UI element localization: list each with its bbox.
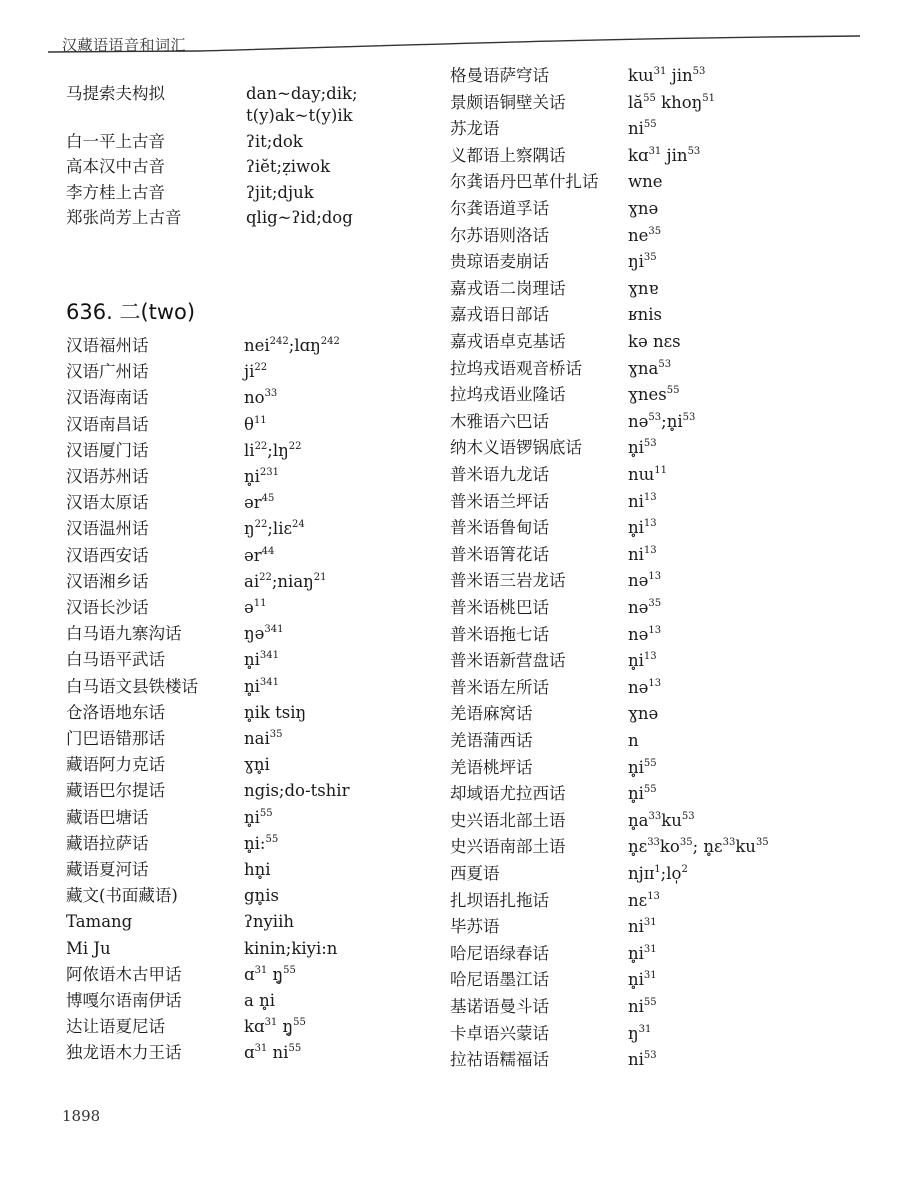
phonetic-form: $ŋ^{22};liɛ^{24}$ bbox=[244, 519, 305, 539]
phonetic-form: ɣnes$^{55}$ bbox=[628, 385, 680, 405]
phonetic-form: ʔjit;djuk bbox=[246, 183, 314, 202]
language-label: 藏文(书面藏语) bbox=[66, 886, 178, 906]
language-label: 达让语夏尼话 bbox=[66, 1017, 165, 1037]
language-label: 汉语太原话 bbox=[66, 493, 149, 513]
language-label: 景颇语铜壁关话 bbox=[450, 92, 566, 112]
language-label: 普米语桃巴话 bbox=[450, 598, 549, 617]
language-label: 门巴语错那话 bbox=[66, 729, 165, 748]
language-label: 白一平上古音 bbox=[66, 132, 165, 151]
phonetic-form: nɛ$^{13}$ bbox=[628, 890, 660, 910]
phonetic-form: nai$^{35}$ bbox=[244, 729, 283, 748]
language-label: 普米语鲁甸话 bbox=[450, 518, 549, 538]
phonetic-form: hn̥i bbox=[244, 860, 271, 879]
language-label: 藏语巴塘话 bbox=[66, 807, 149, 827]
phonetic-form: ə$^{11}$ bbox=[244, 598, 267, 617]
phonetic-form: ɣn̥i bbox=[244, 755, 270, 775]
language-label: 基诺语曼斗话 bbox=[450, 997, 549, 1016]
phonetic-form: ər$^{44}$ bbox=[244, 545, 275, 565]
language-label: 却域语尤拉西话 bbox=[450, 784, 566, 804]
phonetic-form: $lă^{55}$ khoŋ$^{51}$ bbox=[628, 92, 716, 112]
phonetic-form: $n̥i^{13}$ bbox=[628, 518, 657, 538]
language-label: 博嘎尔语南伊话 bbox=[66, 991, 182, 1010]
language-label: 木雅语六巴话 bbox=[450, 411, 549, 431]
phonetic-form: wne bbox=[628, 172, 663, 192]
phonetic-form: n bbox=[628, 731, 639, 750]
language-label: 哈尼语墨江话 bbox=[450, 970, 549, 990]
phonetic-form: $n̥i^{231}$ bbox=[244, 467, 279, 486]
phonetic-form: n̥i:$^{55}$ bbox=[244, 833, 279, 853]
language-label: 仓洛语地东话 bbox=[66, 702, 165, 722]
phonetic-form: t(y)ak~t(y)ik bbox=[246, 106, 353, 125]
phonetic-form: a n̥i bbox=[244, 991, 275, 1010]
language-label: 白马语平武话 bbox=[66, 650, 165, 670]
phonetic-form: $ji^{22}$ bbox=[244, 362, 268, 382]
language-label: 扎坝语扎拖话 bbox=[450, 890, 549, 910]
phonetic-form: $ŋ^{31}$ bbox=[628, 1023, 652, 1043]
language-label: 嘉戎语日部话 bbox=[450, 305, 549, 325]
phonetic-form: kɯ$^{31}$ jin$^{53}$ bbox=[628, 66, 706, 85]
language-label: 羌语麻窝话 bbox=[450, 704, 533, 724]
language-label: 西夏语 bbox=[450, 864, 500, 883]
phonetic-form: $\theta^{11}$ bbox=[244, 414, 267, 434]
section-heading bbox=[66, 296, 195, 326]
phonetic-form: $n̥i^{55}$ bbox=[628, 784, 657, 804]
phonetic-form: $n̥i^{55}$ bbox=[628, 757, 657, 777]
language-label: 普米语九龙话 bbox=[450, 465, 549, 484]
language-label: 嘉戎语二岗理话 bbox=[450, 278, 566, 298]
phonetic-form: ɣnə bbox=[628, 199, 659, 218]
language-label: 哈尼语绿春话 bbox=[450, 943, 549, 963]
language-label: 汉语温州话 bbox=[66, 519, 149, 539]
phonetic-form: $ni^{13}$ bbox=[628, 544, 657, 564]
phonetic-form: gn̥is bbox=[244, 886, 279, 906]
language-label: 史兴语北部土语 bbox=[450, 810, 566, 830]
phonetic-form: $n̥i^{341}$ bbox=[244, 650, 279, 670]
language-label: 拉坞戎语观音桥话 bbox=[450, 358, 582, 378]
language-label: 郑张尚芳上古音 bbox=[66, 208, 182, 227]
phonetic-form: ʔnyiih bbox=[244, 912, 294, 932]
language-label: 普米语左所话 bbox=[450, 677, 549, 697]
phonetic-form: $n̥i^{55}$ bbox=[244, 807, 273, 827]
language-label: 苏龙语 bbox=[450, 119, 500, 139]
phonetic-form: ʔit;dok bbox=[246, 132, 303, 151]
phonetic-form: ɣnɐ bbox=[628, 278, 659, 298]
language-label: 白马语文县铁楼话 bbox=[66, 676, 198, 696]
phonetic-form: kɑ$^{31}$ jin$^{53}$ bbox=[628, 145, 701, 165]
language-label: 汉语厦门话 bbox=[66, 440, 149, 460]
phonetic-form: nə$^{13}$ bbox=[628, 624, 662, 644]
language-label: 汉语西安话 bbox=[66, 545, 149, 565]
language-label: 汉语苏州话 bbox=[66, 467, 149, 486]
language-label: 毕苏语 bbox=[450, 917, 500, 937]
phonetic-form: $ŋi^{35}$ bbox=[628, 252, 657, 272]
phonetic-form: $ne^{35}$ bbox=[628, 225, 662, 245]
language-label: 阿侬语木古甲话 bbox=[66, 964, 182, 984]
language-label: 汉语福州话 bbox=[66, 336, 149, 355]
language-label: 普米语新营盘话 bbox=[450, 651, 566, 671]
phonetic-form: ʁnis bbox=[628, 305, 662, 325]
phonetic-form: ɣna$^{53}$ bbox=[628, 358, 672, 378]
language-label: 高本汉中古音 bbox=[66, 157, 165, 176]
language-label: 尔龚语丹巴革什扎话 bbox=[450, 172, 599, 192]
phonetic-form: qlig~ʔid;dog bbox=[246, 208, 353, 227]
phonetic-form: njɪɪ$^1$;lo̩$^2$ bbox=[628, 864, 688, 883]
language-label: 汉语湘乡话 bbox=[66, 571, 149, 591]
phonetic-form: kinin;kiyi:n bbox=[244, 938, 338, 958]
phonetic-form: $n̥ɛ^{33}ko^{35}$; $n̥ɛ^{33}ku^{35}$ bbox=[628, 837, 769, 857]
phonetic-form: $ni^{55}$ bbox=[628, 119, 657, 139]
language-label: 羌语桃坪话 bbox=[450, 757, 533, 777]
language-label: 独龙语木力王话 bbox=[66, 1043, 182, 1063]
phonetic-form: nə$^{13}$ bbox=[628, 677, 662, 697]
language-label: 普米语箐花话 bbox=[450, 544, 549, 564]
language-label: 拉祜语糯福话 bbox=[450, 1050, 549, 1070]
phonetic-form: $n̥a^{33}ku^{53}$ bbox=[628, 810, 695, 830]
language-label: Tamang bbox=[66, 912, 133, 932]
language-label: 汉语南昌话 bbox=[66, 414, 149, 434]
phonetic-form: $li^{22};lŋ^{22}$ bbox=[244, 440, 302, 460]
language-label: 普米语兰坪话 bbox=[450, 491, 549, 511]
phonetic-form: $n̥i^{341}$ bbox=[244, 676, 279, 696]
language-label: 藏语夏河话 bbox=[66, 860, 149, 879]
phonetic-form: $ni^{31}$ bbox=[628, 917, 657, 937]
phonetic-form: nɯ$^{11}$ bbox=[628, 465, 668, 484]
language-label: 汉语广州话 bbox=[66, 362, 149, 382]
phonetic-form: ŋə$^{341}$ bbox=[244, 624, 284, 644]
language-label: 拉坞戎语业隆话 bbox=[450, 385, 566, 405]
phonetic-form: kɑ$^{31}$ ŋ̥$^{55}$ bbox=[244, 1017, 306, 1037]
language-label: 史兴语南部土语 bbox=[450, 837, 566, 857]
phonetic-form: $nə^{53};n̥i^{53}$ bbox=[628, 411, 696, 431]
phonetic-form: $ni^{13}$ bbox=[628, 491, 657, 511]
language-label: 藏语巴尔提话 bbox=[66, 781, 165, 801]
phonetic-form: ɣnə bbox=[628, 704, 659, 724]
phonetic-form: $n̥i^{53}$ bbox=[628, 438, 657, 458]
phonetic-form: $no^{33}$ bbox=[244, 388, 278, 408]
phonetic-form: $n̥i^{31}$ bbox=[628, 943, 657, 963]
header-rule bbox=[0, 0, 900, 60]
phonetic-form: $n̥i^{13}$ bbox=[628, 651, 657, 671]
language-label: 嘉戎语卓克基话 bbox=[450, 332, 566, 351]
phonetic-form: nei$^{242}$;lɑŋ$^{242}$ bbox=[244, 336, 340, 355]
language-label: 马提索夫构拟 bbox=[66, 84, 165, 103]
language-label: 义都语上察隅话 bbox=[450, 145, 566, 165]
language-label: Mi Ju bbox=[66, 938, 111, 958]
phonetic-form: dan~day;dik; bbox=[246, 84, 358, 103]
section-number: 636. bbox=[66, 300, 113, 324]
phonetic-form: ɑ$^{31}$ ŋ̥$^{55}$ bbox=[244, 964, 296, 984]
section-title: 二(two) bbox=[119, 300, 196, 324]
page-number: 1898 bbox=[62, 1107, 101, 1125]
language-label: 汉语长沙话 bbox=[66, 598, 149, 617]
language-label: 纳木义语锣锅底话 bbox=[450, 438, 582, 458]
language-label: 李方桂上古音 bbox=[66, 183, 165, 202]
phonetic-form: $ni^{53}$ bbox=[628, 1050, 657, 1070]
language-label: 普米语拖七话 bbox=[450, 624, 549, 644]
language-label: 贵琼语麦崩话 bbox=[450, 252, 549, 272]
phonetic-form: nə$^{13}$ bbox=[628, 571, 662, 591]
language-label: 藏语阿力克话 bbox=[66, 755, 165, 775]
running-header: 汉藏语语音和词汇 bbox=[62, 36, 187, 54]
language-label: 羌语蒲西话 bbox=[450, 731, 533, 750]
phonetic-form: kə nɛs bbox=[628, 332, 681, 351]
phonetic-form: n̥ik tsiŋ bbox=[244, 702, 307, 722]
phonetic-form: ngis;do-tshir bbox=[244, 781, 350, 801]
language-label: 白马语九寨沟话 bbox=[66, 624, 182, 644]
phonetic-form: ʔiĕt;ẓiwok bbox=[246, 157, 331, 176]
phonetic-form: $n̥i^{31}$ bbox=[628, 970, 657, 990]
phonetic-form: ər$^{45}$ bbox=[244, 493, 275, 513]
language-label: 尔苏语则洛话 bbox=[450, 225, 549, 245]
language-label: 藏语拉萨话 bbox=[66, 833, 149, 853]
language-label: 卡卓语兴蒙话 bbox=[450, 1023, 549, 1043]
phonetic-form: ɑ$^{31}$ $ni^{55}$ bbox=[244, 1043, 302, 1063]
language-label: 汉语海南话 bbox=[66, 388, 149, 408]
phonetic-form: nə$^{35}$ bbox=[628, 598, 662, 617]
language-label: 尔龚语道孚话 bbox=[450, 199, 549, 218]
phonetic-form: $ai^{22};niaŋ^{21}$ bbox=[244, 571, 327, 591]
language-label: 普米语三岩龙话 bbox=[450, 571, 566, 591]
phonetic-form: $ni^{55}$ bbox=[628, 997, 657, 1016]
language-label: 格曼语萨穹话 bbox=[450, 66, 549, 85]
